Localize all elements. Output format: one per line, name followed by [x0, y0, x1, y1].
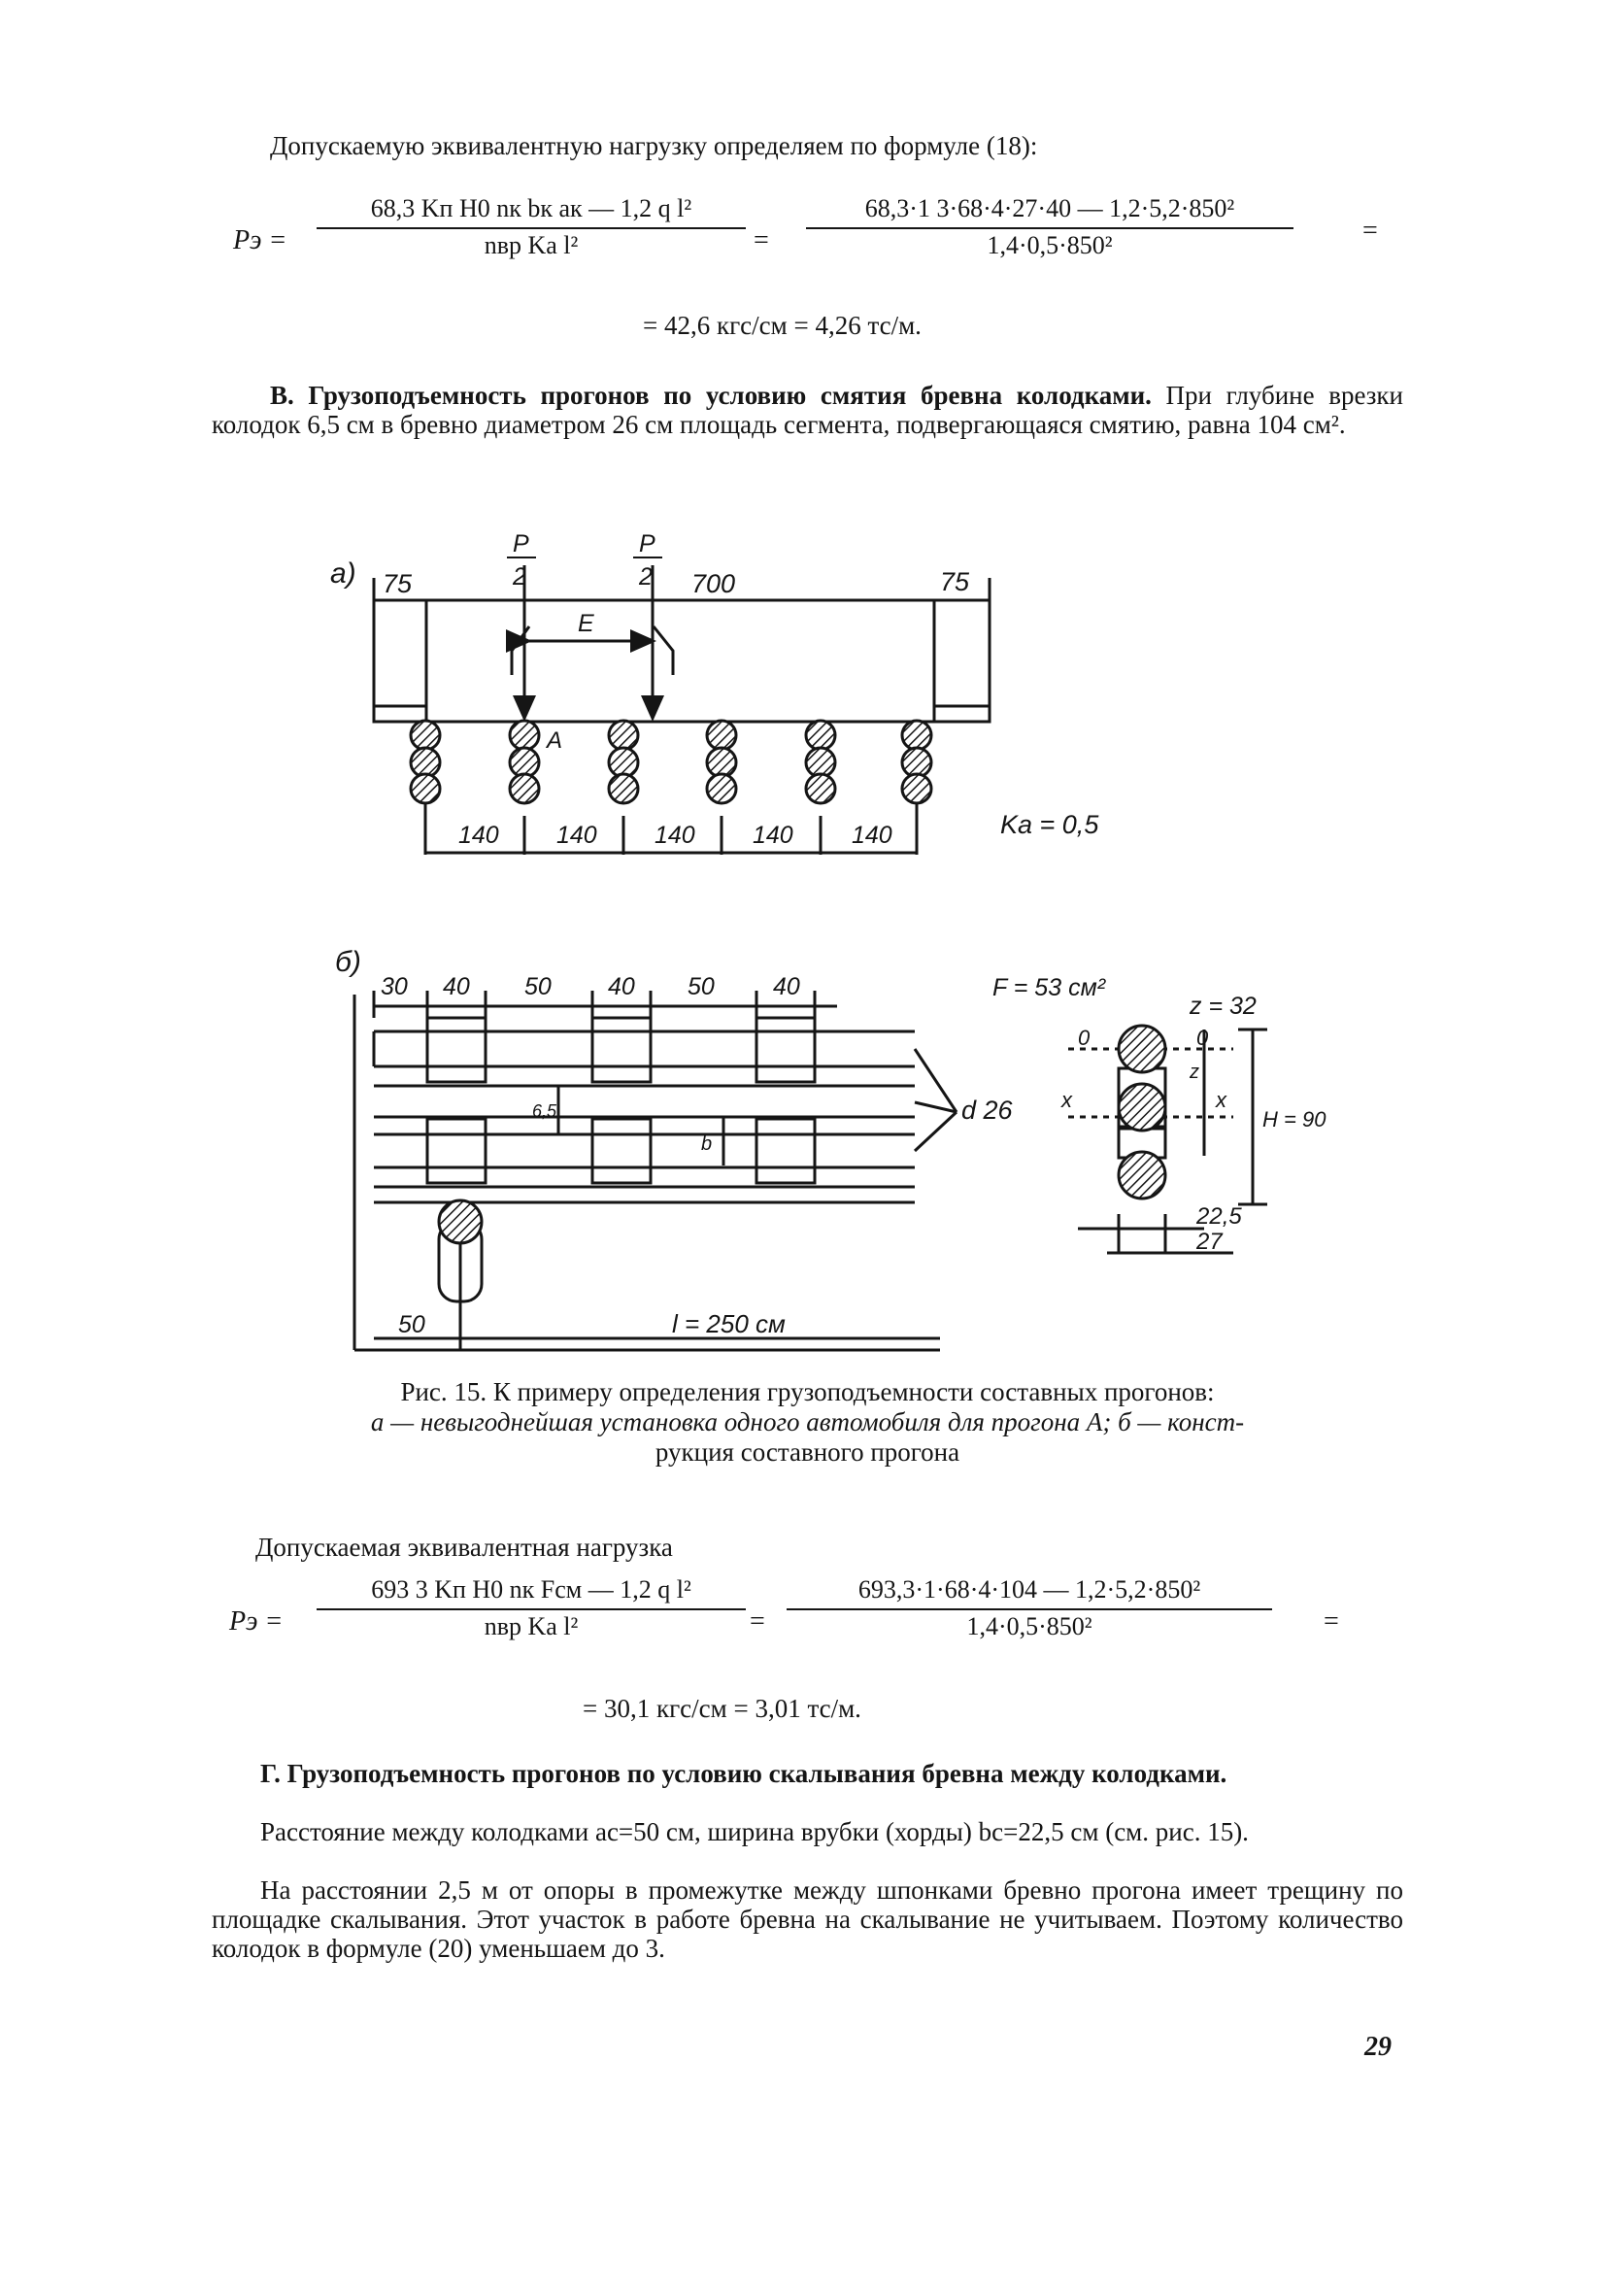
fig-a-p1-two: 2 — [513, 563, 526, 591]
fig-b-dim-30: 30 — [381, 973, 408, 1000]
section-b-title: В. Грузоподъемность прогонов по условию смятия бревна колодками. — [270, 381, 1152, 410]
load-label: Допускаемая эквивалентная нагрузка — [255, 1533, 673, 1562]
formula1-result: = 42,6 кгс/см = 4,26 тс/м. — [643, 311, 922, 340]
figure-caption — [212, 1377, 1403, 1468]
caption-line-1: Рис. 15. К примеру определения грузоподъемности составных прогонов: — [400, 1377, 1215, 1406]
caption-line-2: а — невыгоднейшая установка одного автомобиля для прогона А; б — конст- — [370, 1407, 1245, 1436]
fig-a-dim-75-right: 75 — [940, 567, 970, 596]
page-number: 29 — [1364, 2032, 1392, 2062]
fig-a-dim-140-1: 140 — [458, 822, 499, 849]
formula1-eq: = — [754, 225, 769, 255]
fig-b-dim-65: 6,5 — [532, 1101, 557, 1121]
fig-b-section-log-bottom — [1119, 1152, 1165, 1199]
formula2-eq2: = — [1324, 1606, 1339, 1637]
fig-b-dim-40-3: 40 — [773, 973, 800, 1000]
fig-a-dim-140-3: 140 — [655, 822, 695, 849]
fig-a-p2: P — [639, 530, 655, 557]
fig-b-dim-50: 50 — [398, 1311, 425, 1338]
fig-a-a: A — [547, 727, 563, 754]
fig-a-log-stacks — [411, 721, 931, 803]
fig-b-o-left: 0 — [1078, 1026, 1091, 1050]
fig-b-d26: d 26 — [961, 1096, 1013, 1125]
fig-b-zz: z — [1190, 1062, 1199, 1083]
fig-a-dim-700: 700 — [691, 569, 736, 598]
formula2-denominator: nвр Ka l² — [484, 1612, 579, 1640]
fig-b-o-right: 0 — [1196, 1026, 1209, 1050]
formula1-denominator: nвр Ka l² — [484, 231, 579, 259]
formula2-eq: = — [750, 1606, 765, 1637]
fig-a-dim-140-5: 140 — [852, 822, 892, 849]
fig-a — [374, 565, 990, 855]
formula2-lhs: Pэ = — [229, 1606, 284, 1637]
fig-a-ka: Kа = 0,5 — [1000, 810, 1099, 839]
fig-b-dim-40-2: 40 — [608, 973, 635, 1000]
fig-b-d225: 22,5 — [1196, 1203, 1242, 1230]
fig-a-p1: P — [513, 530, 529, 557]
fig-b-z: z = 32 — [1190, 993, 1257, 1020]
section-g-paragraph-1: Расстояние между колодками ac=50 см, ширина врубки (хорды) bc=22,5 см (см. рис. 15). — [260, 1817, 1249, 1846]
fig-b — [354, 991, 957, 1350]
fig-a-dim-140-4: 140 — [753, 822, 793, 849]
fig-b-x-right: x — [1216, 1088, 1226, 1112]
formula2-numerator-numeric: 693,3·1·68·4·104 — 1,2·5,2·850² — [857, 1575, 1201, 1604]
fig-b-span: l = 250 см — [672, 1309, 786, 1338]
fig-a-dim-75-left: 75 — [383, 569, 413, 598]
section-g-title: Г. Грузоподъемность прогонов по условию скалывания бревна между колодками. — [260, 1759, 1227, 1788]
fig-b-dim-50-1: 50 — [524, 973, 552, 1000]
fig-b-h: H = 90 — [1262, 1107, 1327, 1131]
fig-a-e: E — [578, 610, 594, 637]
fig-b-support-log — [439, 1200, 482, 1243]
fig-a-label: а) — [330, 557, 356, 590]
formula1-eq2: = — [1362, 216, 1378, 246]
formula1-lhs: Pэ = — [233, 225, 287, 255]
formula1-numerator: 68,3 Kп H0 nк bк aк — 1,2 q l² — [370, 194, 692, 222]
fig-b-x-left: x — [1061, 1088, 1072, 1112]
fig-b-dim-40-1: 40 — [443, 973, 470, 1000]
section-g-paragraph-2: На расстоянии 2,5 м от опоры в промежутке между шпонками бревно прогона имеет трещину по площадке скалывания. Этот участок в работе бревна на скалывание не учитываем. Поэтому количество колодок в формуле (20) уменьшаем до 3. — [212, 1875, 1403, 1963]
formula2-result: = 30,1 кгс/см = 3,01 тс/м. — [583, 1694, 861, 1723]
formula1-numerator-numeric: 68,3·1 3·68·4·27·40 — 1,2·5,2·850² — [864, 194, 1235, 222]
caption-line-3: рукция составного прогона — [655, 1437, 960, 1467]
fig-b-section-log-top — [1119, 1026, 1165, 1072]
section-b-text: При глубине врезки колодок 6,5 см в бревно диаметром 26 см площадь сегмента, подвергающаяся смятию, равна 104 см². — [212, 381, 1403, 439]
formula2-denominator-numeric: 1,4·0,5·850² — [966, 1612, 1092, 1640]
formula1-denominator-numeric: 1,4·0,5·850² — [987, 231, 1113, 259]
fig-b-section-log-mid — [1119, 1084, 1165, 1131]
fig-a-p2-two: 2 — [639, 563, 653, 591]
fig-b-label: б) — [335, 946, 361, 978]
fig-b-area: F = 53 см² — [992, 974, 1106, 1001]
formula2-fraction-numeric — [787, 1575, 1272, 1641]
intro-line: Допускаемую эквивалентную нагрузку определяем по формуле (18): — [270, 131, 1038, 160]
fig-b-d27: 27 — [1196, 1229, 1223, 1255]
fig-b-dim-50-2: 50 — [688, 973, 715, 1000]
formula2-fraction — [317, 1575, 746, 1641]
fig-b-dim-b: b — [701, 1133, 713, 1155]
formula2-numerator: 693 3 Kп H0 nк Fсм — 1,2 q l² — [371, 1575, 691, 1604]
fig-a-dim-140-2: 140 — [556, 822, 597, 849]
